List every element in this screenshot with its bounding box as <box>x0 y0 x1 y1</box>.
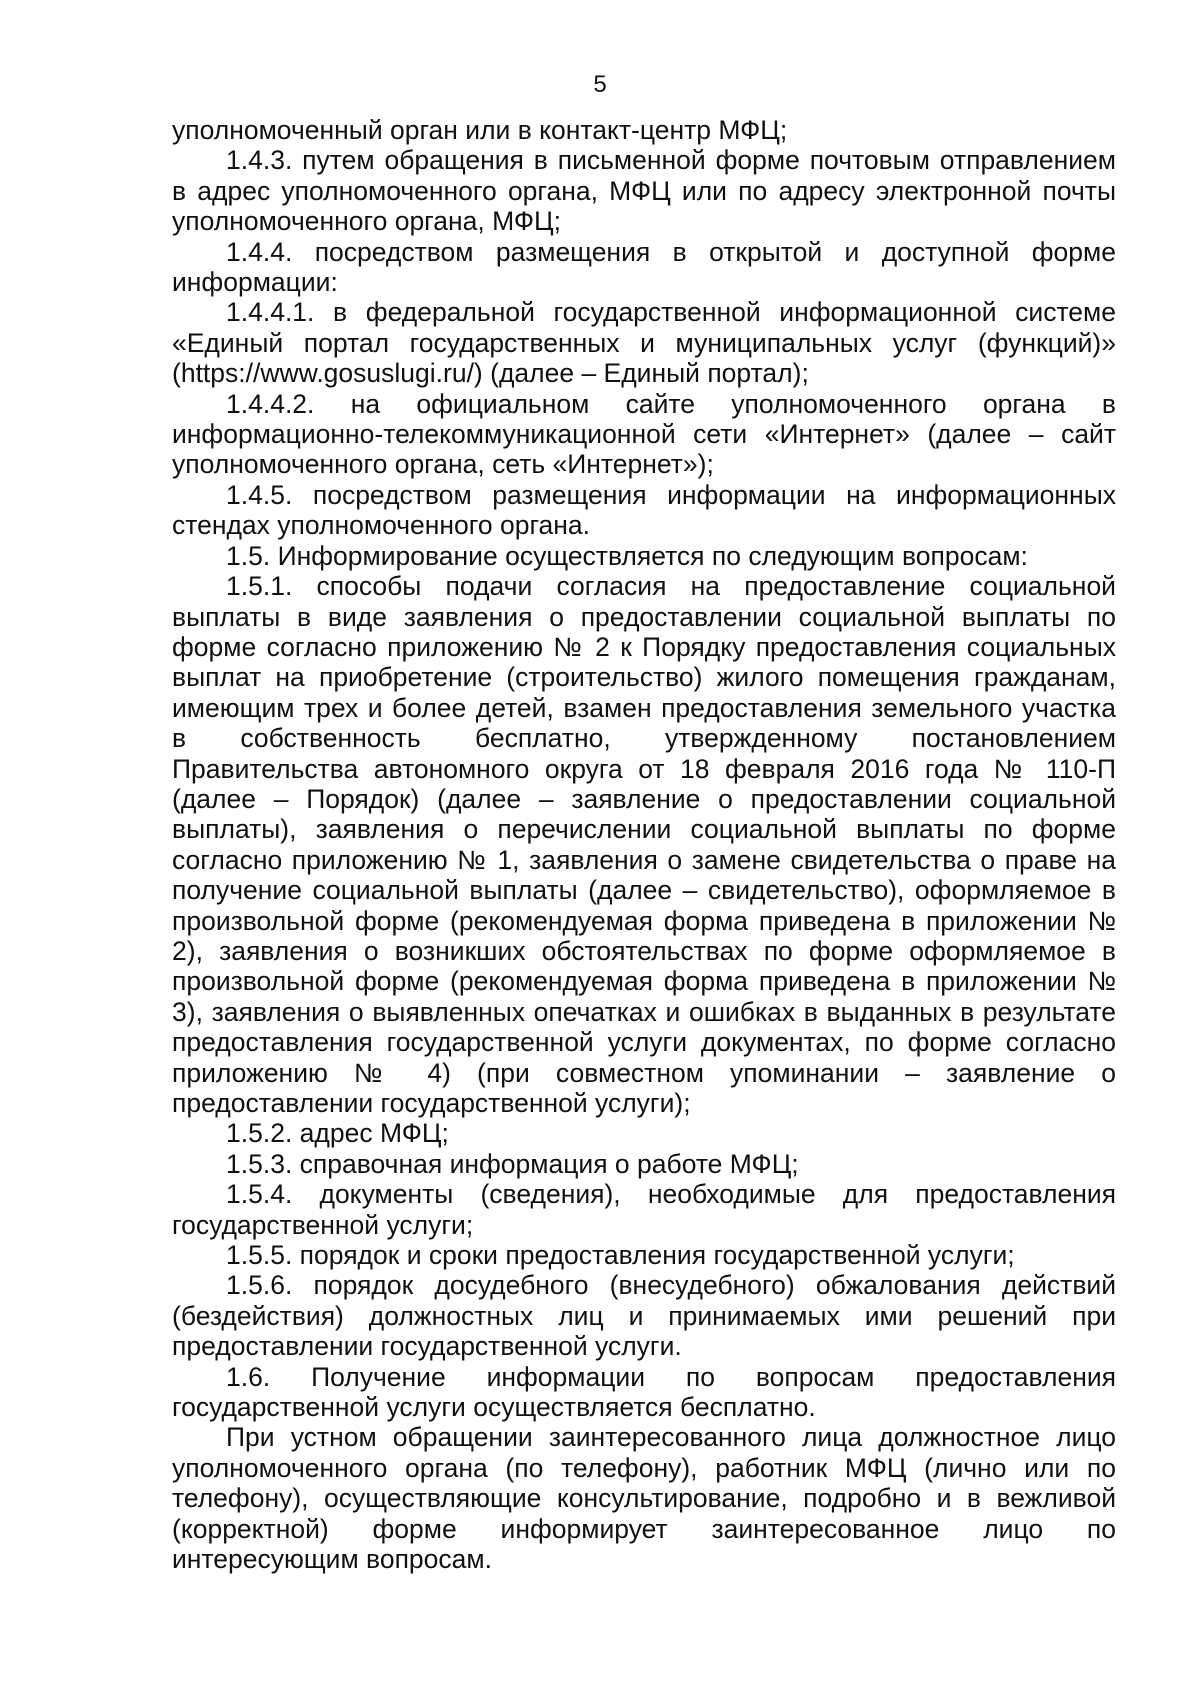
paragraph: 1.5.2. адрес МФЦ; <box>226 1118 449 1149</box>
paragraph: 1.4.3. путем обращения в письменной форме почтовым отправлением в адрес уполномоченного органа, МФЦ или по адресу электронной почты уполномоченного органа, МФЦ; <box>172 145 1116 237</box>
paragraph: 1.4.5. посредством размещения информации на информационных стендах уполномоченного органа. <box>172 479 1116 541</box>
paragraph: 1.5. Информирование осуществляется по следующим вопросам: <box>226 540 1028 571</box>
paragraph: 1.5.5. порядок и сроки предоставления государственной услуги; <box>226 1240 1015 1271</box>
paragraph: 1.5.1. способы подачи согласия на предоставление социальной выплаты в виде заявления о предоставлении социальной выплаты по форме согласно приложению № 2 к Порядку предоставления социальных выплат на приобретение (строительство) жилого помещения гражданам, имеющим трех и более детей, взамен предоставления земельного участка в собственность бесплатно, утвержденному постановлением Правительства автономного округа от 18 февраля 2016 года № 110-П (далее – Порядок) (далее – заявление о предоставлении социальной выплаты), заявления о перечислении социальной выплаты по форме согласно приложению № 1, заявления о замене свидетельства о праве на получение социальной выплаты (далее – свидетельство), оформляемое в произвольной форме (рекомендуемая форма приведена в приложении № 2), заявления о возникших обстоятельствах по форме оформляемое в произвольной форме (рекомендуемая форма приведена в приложении № 3), заявления о выявленных опечатках и ошибках в выданных в результате предоставления государственной услуги документах, по форме согласно приложению № 4) (при совместном упоминании – заявление о предоставлении государственной услуги); <box>172 571 1116 1118</box>
paragraph: 1.5.4. документы (сведения), необходимые для предоставления государственной услуги; <box>172 1179 1116 1240</box>
paragraph: 1.4.4. посредством размещения в открытой и доступной форме информации: <box>172 236 1116 298</box>
paragraph: 1.4.4.2. на официальном сайте уполномоченного органа в информационно-телекоммуникационной сети «Интернет» (далее – сайт уполномоченного органа, сеть «Интернет»); <box>172 388 1116 480</box>
document-body <box>172 115 1116 1575</box>
paragraph: 1.5.6. порядок досудебного (внесудебного) обжалования действий (бездействия) должностных лиц и принимаемых ими решений при предоставлении государственной услуги. <box>172 1270 1116 1362</box>
paragraph: 1.4.4.1. в федеральной государственной информационной системе «Единый портал государственных и муниципальных услуг (функций)» (https://www.gosuslugi.ru/) (далее – Единый портал); <box>172 297 1116 389</box>
paragraph: 1.6. Получение информации по вопросам предоставления государственной услуги осуществляется бесплатно. <box>172 1361 1116 1423</box>
paragraph: 1.5.3. справочная информация о работе МФЦ; <box>226 1148 799 1179</box>
paragraph: При устном обращении заинтересованного лица должностное лицо уполномоченного органа (по телефону), работник МФЦ (лично или по телефону), осуществляющие консультирование, подробно и в вежливой (корректной) форме информирует заинтересованное лицо по интересующим вопросам. <box>172 1422 1116 1575</box>
page-number: 5 <box>593 71 607 98</box>
paragraph: уполномоченный орган или в контакт-центр МФЦ; <box>172 115 788 145</box>
